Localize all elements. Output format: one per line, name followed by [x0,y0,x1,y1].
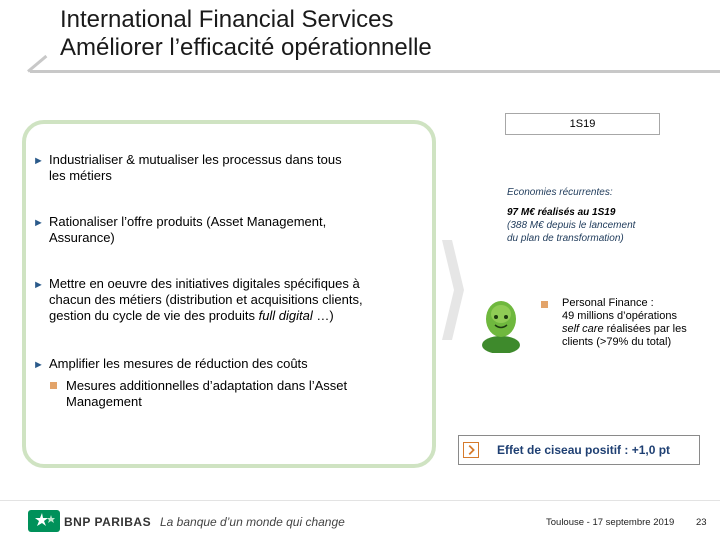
footer-date: Toulouse - 17 septembre 2019 [546,517,675,528]
bullet-couts: ► Amplifier les mesures de réduction des coûts [33,356,308,371]
economies-title: Economies récurrentes: [507,187,613,198]
chevron-divider-icon [440,240,466,340]
bnp-stars-logo-icon [28,510,60,532]
title-line-2: Améliorer l’efficacité opérationnelle [60,34,432,61]
title-line-1: International Financial Services [60,6,394,33]
brand-name: BNP PARIBAS [64,515,152,529]
triangle-bullet-icon: ► [33,217,44,229]
effet-ciseau-box: Effet de ciseau positif : +1,0 pt [458,435,700,465]
bullet-rationaliser: ► Rationaliser l’offre produits (Asset Management, Assurance) [33,214,327,245]
sub-bullet-asset-management: Mesures additionnelles d’adaptation dans l’Asset Management [50,378,430,412]
green-mascot-figure [478,297,524,353]
footer-divider [0,500,720,501]
period-header: 1S19 [505,113,660,135]
bullet-digital: ► Mettre en oeuvre des initiatives digitales spécifiques à chacun des métiers (distribution et acquisitions clients, gestion du cycle de vie des produits full digital …) [33,276,363,323]
triangle-bullet-icon: ► [33,359,44,371]
square-bullet-icon [541,301,548,308]
chevron-right-icon [463,442,479,458]
economies-details: 97 M€ réalisés au 1S19 (388 M€ depuis le lancement du plan de transformation) [507,207,636,244]
triangle-bullet-icon: ► [33,155,44,167]
bullet-industrialiser: ► Industrialiser & mutualiser les processus dans tous les métiers [33,152,342,183]
brand-tagline: La banque d’un monde qui change [160,515,345,529]
personal-finance-block: Personal Finance : 49 millions d’opérations self care réalisées par les clients (>79% du total) [537,297,707,349]
title-divider [30,70,720,73]
page-number: 23 [696,517,707,528]
square-bullet-icon [50,382,57,389]
page-title [60,6,432,62]
triangle-bullet-icon: ► [33,279,44,291]
